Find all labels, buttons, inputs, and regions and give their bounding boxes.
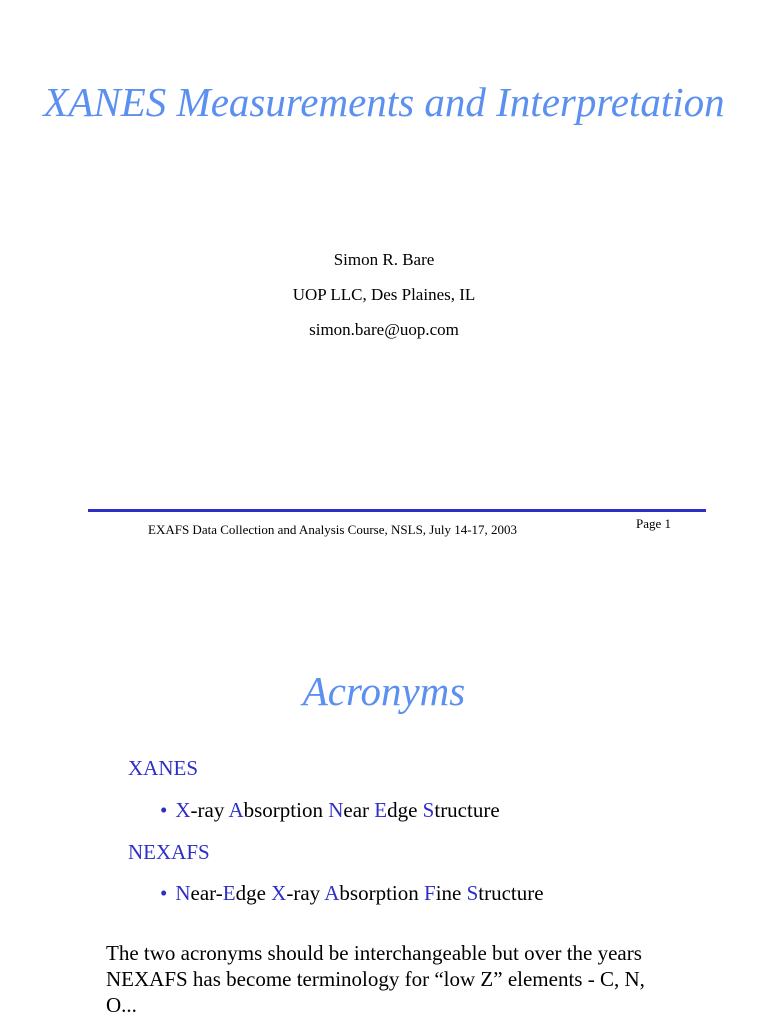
- definition-initial: A: [228, 798, 244, 822]
- definition-initial: E: [374, 798, 388, 822]
- definition-text: bsorption: [243, 798, 329, 822]
- definition-initial: E: [222, 881, 236, 905]
- definition-initial: A: [324, 881, 340, 905]
- definition-initial: X: [175, 798, 191, 822]
- acronym-term: NEXAFS: [128, 840, 210, 864]
- slide-title: XANES Measurements and Interpretation: [43, 79, 725, 125]
- acronym-definition: [160, 880, 544, 906]
- definition-text: -ray: [190, 798, 229, 822]
- definition-text: ear-: [190, 881, 223, 905]
- page-number: Page 1: [636, 516, 672, 531]
- definition-text: ine: [435, 881, 467, 905]
- definition-initial: F: [424, 881, 436, 905]
- slide-2: [0, 600, 768, 1024]
- author-email: simon.bare@uop.com: [309, 320, 459, 339]
- slide-title: Acronyms: [302, 668, 466, 714]
- definition-initial: X: [271, 881, 287, 905]
- footer-rule: [88, 509, 706, 512]
- explanatory-note: The two acronyms should be interchangeable but over the years NEXAFS has become terminology for “low Z” elements - C, N, O...: [106, 941, 645, 1017]
- acronym-definition: [160, 797, 500, 823]
- definition-text: dge: [387, 798, 423, 822]
- definition-text: ear: [343, 798, 375, 822]
- definition-initial: N: [175, 881, 191, 905]
- definition-initial: S: [466, 881, 479, 905]
- definition-text: -ray: [286, 881, 325, 905]
- author-name: Simon R. Bare: [333, 250, 435, 269]
- definition-text: tructure: [434, 798, 500, 822]
- definition-initial: S: [422, 798, 435, 822]
- acronym-term: XANES: [128, 756, 199, 780]
- definition-text: dge: [235, 881, 272, 905]
- bullet-icon: •: [160, 881, 168, 905]
- definition-text: bsorption: [339, 881, 424, 905]
- definition-initial: N: [328, 798, 344, 822]
- definition-text: tructure: [478, 881, 544, 905]
- bullet-icon: •: [160, 798, 168, 822]
- author-affiliation: UOP LLC, Des Plaines, IL: [292, 285, 476, 304]
- footer-text: EXAFS Data Collection and Analysis Course, NSLS, July 14-17, 2003: [148, 522, 518, 537]
